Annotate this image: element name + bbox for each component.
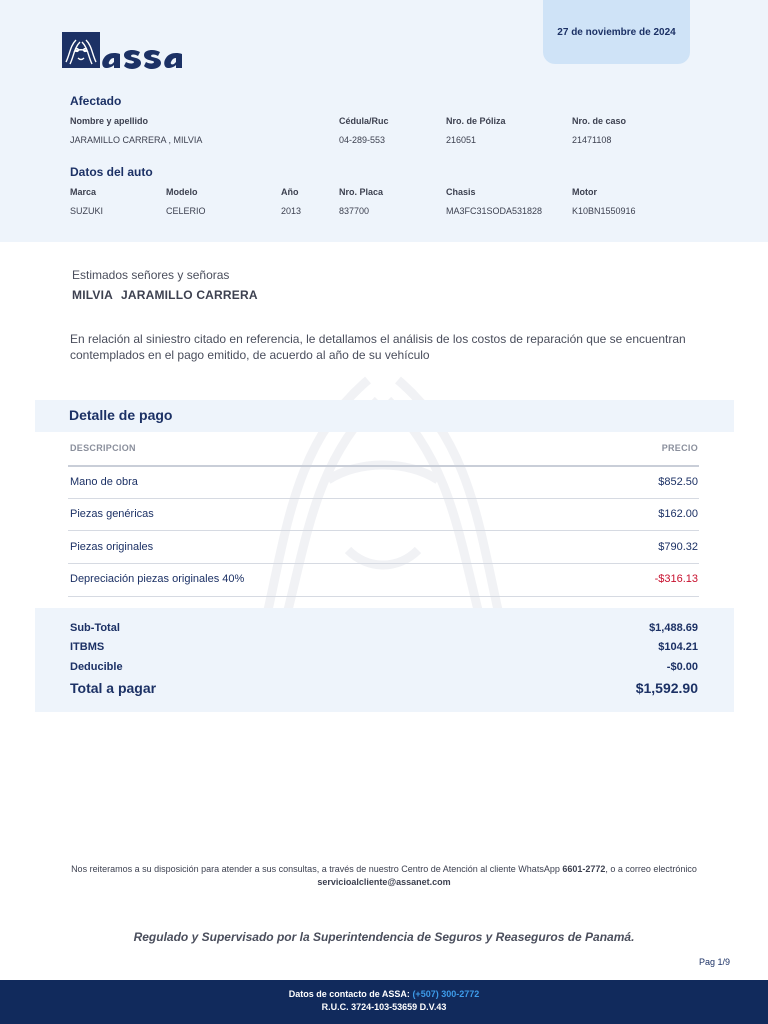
row-price: $162.00 (658, 508, 698, 520)
case-label: Nro. de caso (572, 116, 627, 126)
regulatory-statement: Regulado y Supervisado por la Superintendencia de Seguros y Reaseguros de Panamá. (133, 930, 635, 944)
totals-band (35, 608, 734, 712)
greeting: Estimados señores y señoras (72, 268, 230, 282)
brand-value: SUZUKI (70, 206, 104, 216)
row-divider (68, 530, 699, 531)
footer-bar (0, 980, 768, 1024)
engine-label: Motor (572, 187, 597, 197)
row-desc: Piezas genéricas (70, 508, 154, 520)
case-value: 21471108 (572, 135, 612, 145)
footer-contact-line (0, 988, 768, 1001)
model-value: CELERIO (166, 206, 206, 216)
name-value: JARAMILLO CARRERA , MILVIA (70, 135, 203, 145)
total-value: $1,592.90 (635, 680, 698, 696)
recipient-first-name: MILVIA (72, 288, 113, 302)
footer-phone-link[interactable]: (+507) 300-2772 (412, 989, 480, 999)
row-price: $852.50 (658, 476, 698, 488)
row-divider (68, 596, 699, 597)
row-price-negative: -$316.13 (654, 573, 698, 585)
assa-logo (62, 32, 206, 70)
total-label: Total a pagar (70, 680, 157, 696)
afectado-title: Afectado (70, 94, 122, 108)
name-label: Nombre y apellido (70, 116, 149, 126)
policy-label: Nro. de Póliza (446, 116, 506, 126)
contact-note (70, 863, 698, 889)
year-value: 2013 (281, 206, 302, 216)
contact-note-text: Nos reiteramos a su disposición para atender a sus consultas, a través de nuestro Centro de Atención al cliente WhatsApp (71, 864, 563, 874)
recipient-name (72, 288, 258, 302)
auto-title: Datos del auto (70, 165, 153, 179)
plate-value: 837700 (339, 206, 370, 216)
row-desc: Piezas originales (70, 541, 154, 553)
row-divider (68, 563, 699, 564)
footer-contact-label: Datos de contacto de ASSA: (288, 989, 413, 999)
page-number: Pag 1/9 (698, 957, 730, 967)
document-date: 27 de noviembre de 2024 (557, 26, 676, 38)
row-price: $790.32 (658, 541, 698, 553)
id-value: 04-289-553 (339, 135, 386, 145)
recipient-last-name: JARAMILLO CARRERA (120, 288, 258, 302)
chassis-value: MA3FC31SODA531828 (446, 206, 543, 216)
col-price: PRECIO (661, 443, 698, 453)
deductible-label: Deducible (70, 661, 123, 673)
contact-note-text: , o a correo electrónico (605, 864, 697, 874)
lion-watermark (258, 360, 508, 620)
subtotal-value: $1,488.69 (649, 622, 698, 634)
policy-value: 216051 (446, 135, 477, 145)
plate-label: Nro. Placa (339, 187, 384, 197)
year-label: Año (281, 187, 299, 197)
footer-ruc: R.U.C. 3724-103-53659 D.V.43 (321, 1002, 447, 1012)
whatsapp-number[interactable]: 6601-2772 (562, 864, 606, 874)
row-divider (68, 498, 699, 499)
row-desc: Mano de obra (70, 476, 138, 488)
col-description: DESCRIPCION (70, 443, 136, 453)
header-divider (68, 465, 699, 467)
subtotal-label: Sub-Total (70, 622, 120, 634)
date-badge (543, 0, 690, 64)
model-label: Modelo (166, 187, 198, 197)
deductible-value: -$0.00 (666, 661, 698, 673)
chassis-label: Chasis (446, 187, 476, 197)
email-link[interactable]: servicioalcliente@assanet.com (317, 877, 451, 887)
tax-label: ITBMS (70, 641, 105, 653)
row-desc: Depreciación piezas originales 40% (70, 573, 245, 585)
engine-value: K10BN1550916 (572, 206, 636, 216)
detail-title: Detalle de pago (69, 407, 173, 423)
tax-value: $104.21 (658, 641, 698, 653)
intro-paragraph: En relación al siniestro citado en referencia, le detallamos el análisis de los costos de reparación que se encuentran contemplados en el pago emitido, de acuerdo al año de su vehículo (70, 332, 686, 362)
brand-label: Marca (70, 187, 97, 197)
id-label: Cédula/Ruc (339, 116, 389, 126)
